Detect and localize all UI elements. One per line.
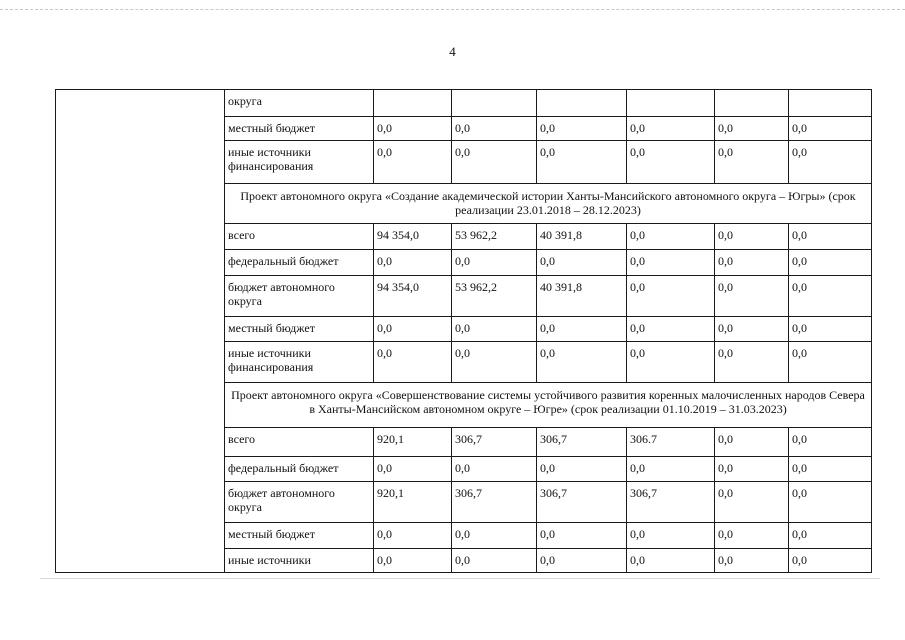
source-label: бюджет автономного округа <box>225 482 374 523</box>
amount-cell: 0,0 <box>789 141 872 184</box>
source-label: бюджет автономного округа <box>225 276 374 317</box>
amount-cell <box>374 90 452 117</box>
amount-cell: 0,0 <box>627 523 715 549</box>
source-label: всего <box>225 224 374 250</box>
amount-cell: 0,0 <box>374 523 452 549</box>
amount-cell: 0,0 <box>374 342 452 383</box>
scan-artifact-bottom <box>40 578 880 579</box>
source-label: иные источники финансирования <box>225 141 374 184</box>
amount-cell: 306,7 <box>627 482 715 523</box>
amount-cell: 306,7 <box>537 482 627 523</box>
amount-cell: 0,0 <box>452 317 537 342</box>
amount-cell: 0,0 <box>537 457 627 482</box>
amount-cell: 0,0 <box>789 224 872 250</box>
source-label: местный бюджет <box>225 117 374 141</box>
amount-cell: 0,0 <box>537 317 627 342</box>
amount-cell: 0,0 <box>789 428 872 457</box>
amount-cell: 306,7 <box>452 428 537 457</box>
amount-cell: 0,0 <box>627 317 715 342</box>
amount-cell: 0,0 <box>452 250 537 276</box>
amount-cell: 53 962,2 <box>452 224 537 250</box>
program-name-cell <box>56 90 225 573</box>
table-row <box>56 90 872 117</box>
amount-cell: 0,0 <box>715 117 789 141</box>
amount-cell: 0,0 <box>374 250 452 276</box>
amount-cell: 0,0 <box>537 117 627 141</box>
amount-cell: 0,0 <box>715 428 789 457</box>
amount-cell: 0,0 <box>627 342 715 383</box>
amount-cell: 0,0 <box>374 117 452 141</box>
amount-cell: 920,1 <box>374 482 452 523</box>
amount-cell: 0,0 <box>627 117 715 141</box>
amount-cell: 0,0 <box>789 549 872 573</box>
amount-cell: 306,7 <box>537 428 627 457</box>
amount-cell: 0,0 <box>537 523 627 549</box>
amount-cell: 306,7 <box>452 482 537 523</box>
financing-table <box>55 89 872 573</box>
scan-artifact-top <box>0 9 905 10</box>
source-label: иные источники финансирования <box>225 342 374 383</box>
amount-cell: 0,0 <box>627 141 715 184</box>
amount-cell: 0,0 <box>452 457 537 482</box>
amount-cell <box>537 90 627 117</box>
amount-cell: 0,0 <box>789 523 872 549</box>
amount-cell: 0,0 <box>452 523 537 549</box>
source-label: иные источники <box>225 549 374 573</box>
amount-cell: 0,0 <box>715 549 789 573</box>
amount-cell: 40 391,8 <box>537 224 627 250</box>
amount-cell <box>627 90 715 117</box>
source-label: округа <box>225 90 374 117</box>
amount-cell: 53 962,2 <box>452 276 537 317</box>
amount-cell: 0,0 <box>789 276 872 317</box>
amount-cell: 0,0 <box>537 342 627 383</box>
amount-cell: 0,0 <box>789 117 872 141</box>
amount-cell: 0,0 <box>627 457 715 482</box>
amount-cell: 0,0 <box>715 523 789 549</box>
amount-cell <box>715 90 789 117</box>
amount-cell: 0,0 <box>374 141 452 184</box>
source-label: федеральный бюджет <box>225 250 374 276</box>
amount-cell: 0,0 <box>715 482 789 523</box>
amount-cell: 0,0 <box>627 250 715 276</box>
amount-cell: 0,0 <box>374 457 452 482</box>
amount-cell: 0,0 <box>627 276 715 317</box>
table-body <box>56 90 872 573</box>
amount-cell: 0,0 <box>452 549 537 573</box>
project-title: Проект автономного округа «Совершенствование системы устойчивого развития коренных малочисленных народов Севера в Ханты-Мансийском автономном округе – Югре» (срок реализации 01.10.2019 – 31.03.2023) <box>225 383 872 428</box>
amount-cell <box>789 90 872 117</box>
source-label: местный бюджет <box>225 317 374 342</box>
amount-cell: 0,0 <box>452 141 537 184</box>
amount-cell: 0,0 <box>715 276 789 317</box>
amount-cell: 94 354,0 <box>374 224 452 250</box>
amount-cell: 0,0 <box>789 342 872 383</box>
amount-cell: 0,0 <box>715 224 789 250</box>
amount-cell: 0,0 <box>789 317 872 342</box>
page-number: 4 <box>449 44 456 59</box>
amount-cell: 0,0 <box>789 457 872 482</box>
amount-cell: 0,0 <box>537 250 627 276</box>
amount-cell: 0,0 <box>715 342 789 383</box>
amount-cell: 94 354,0 <box>374 276 452 317</box>
amount-cell: 0,0 <box>789 250 872 276</box>
amount-cell: 0,0 <box>374 549 452 573</box>
amount-cell: 306.7 <box>627 428 715 457</box>
project-title: Проект автономного округа «Создание академической истории Ханты-Мансийского автономного округа – Югры» (срок реализации 23.01.2018 – 28.12.2023) <box>225 184 872 224</box>
amount-cell: 40 391,8 <box>537 276 627 317</box>
amount-cell: 0,0 <box>715 141 789 184</box>
amount-cell: 0,0 <box>715 250 789 276</box>
amount-cell: 0,0 <box>627 224 715 250</box>
amount-cell: 920,1 <box>374 428 452 457</box>
amount-cell: 0,0 <box>452 117 537 141</box>
amount-cell <box>452 90 537 117</box>
amount-cell: 0,0 <box>715 317 789 342</box>
amount-cell: 0,0 <box>537 549 627 573</box>
amount-cell: 0,0 <box>627 549 715 573</box>
source-label: федеральный бюджет <box>225 457 374 482</box>
amount-cell: 0,0 <box>374 317 452 342</box>
amount-cell: 0,0 <box>789 482 872 523</box>
amount-cell: 0,0 <box>715 457 789 482</box>
source-label: местный бюджет <box>225 523 374 549</box>
amount-cell: 0,0 <box>537 141 627 184</box>
source-label: всего <box>225 428 374 457</box>
amount-cell: 0,0 <box>452 342 537 383</box>
